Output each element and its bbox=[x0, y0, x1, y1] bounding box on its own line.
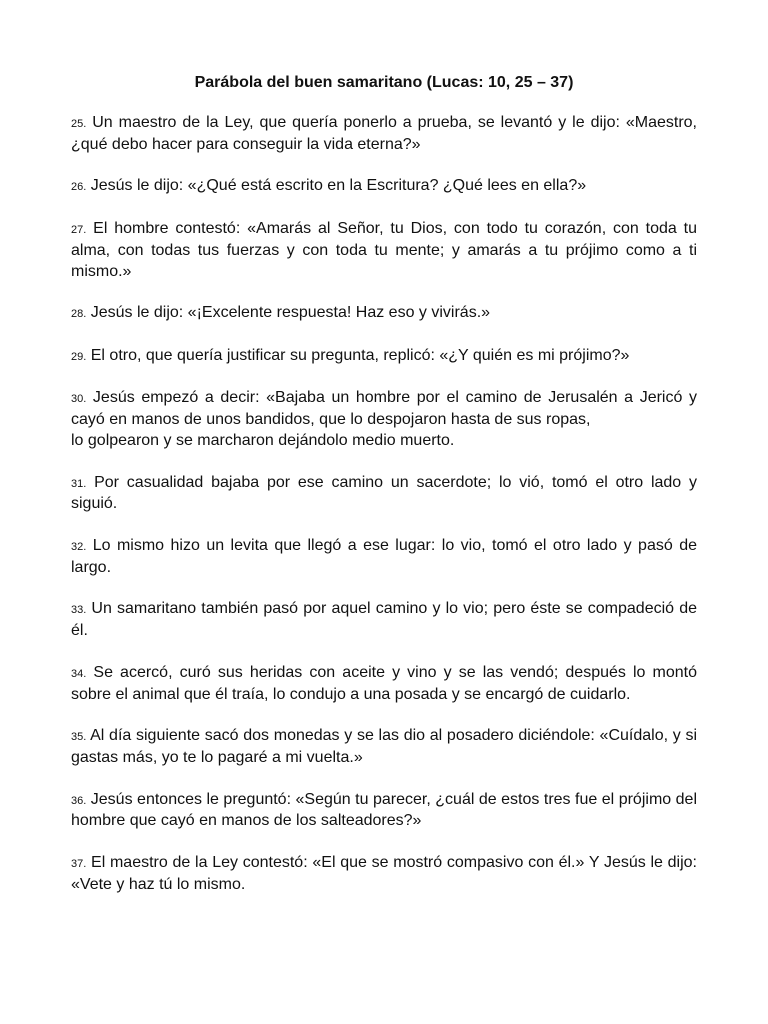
verse-text: Jesús entonces le preguntó: «Según tu parecer, ¿cuál de estos tres fue el prójimo del hombre que cayó en manos de los salteadores?» bbox=[71, 790, 697, 830]
verse-text: Un maestro de la Ley, que quería ponerlo a prueba, se levantó y le dijo: «Maestro, ¿qué debo hacer para conseguir la vida eterna?» bbox=[71, 114, 697, 153]
verse-28 bbox=[71, 303, 697, 325]
verse-number: 30. bbox=[71, 393, 87, 406]
verse-number: 35. bbox=[71, 731, 87, 744]
verse-text: Jesús le dijo: «¡Excelente respuesta! Haz eso y vivirás.» bbox=[86, 304, 491, 322]
verse-number: 27. bbox=[71, 223, 87, 236]
verse-number: 25. bbox=[71, 118, 87, 130]
verse-number: 29. bbox=[71, 350, 87, 363]
verse-29 bbox=[71, 346, 697, 368]
verse-number: 36. bbox=[71, 794, 87, 807]
verse-text: Se acercó, curó sus heridas con aceite y vino y se las vendó; después lo montó sobre el animal que él traía, lo condujo a una posada y se encargó de cuidarlo. bbox=[71, 663, 697, 703]
verse-35 bbox=[71, 726, 697, 769]
verse-number: 32. bbox=[71, 540, 87, 553]
verse-number: 33. bbox=[71, 604, 87, 617]
verse-36 bbox=[71, 790, 697, 833]
verse-text: Por casualidad bajaba por ese camino un sacerdote; lo vió, tomó el otro lado y siguió. bbox=[71, 473, 697, 513]
verse-text: El otro, que quería justificar su pregunta, replicó: «¿Y quién es mi prójimo?» bbox=[86, 346, 630, 364]
verse-number: 31. bbox=[71, 477, 87, 490]
verse-text: El hombre contestó: «Amarás al Señor, tu Dios, con todo tu corazón, con toda tu alma, con todas tus fuerzas y con toda tu mente; y amarás a tu prójimo como a ti mismo.» bbox=[71, 219, 697, 280]
verse-30 bbox=[71, 388, 697, 451]
document-title: Parábola del buen samaritano (Lucas: 10, 25 – 37) bbox=[194, 74, 574, 91]
verse-text: Al día siguiente sacó dos monedas y se las dio al posadero diciéndole: «Cuídalo, y si gastas más, yo te lo pagaré a mi vuelta.» bbox=[71, 727, 697, 766]
verse-number: 34. bbox=[71, 667, 87, 680]
verse-37 bbox=[71, 853, 697, 896]
verse-number: 26. bbox=[71, 181, 87, 194]
verse-31 bbox=[71, 473, 697, 516]
verse-text: Un samaritano también pasó por aquel camino y lo vio; pero éste se compadeció de él. bbox=[71, 600, 697, 640]
verse-text: El maestro de la Ley contestó: «El que se mostró compasivo con él.» Y Jesús le dijo: «Vete y haz tú lo mismo. bbox=[71, 853, 697, 893]
verse-number: 37. bbox=[71, 857, 87, 870]
verse-25 bbox=[71, 113, 697, 156]
verse-text-continuation: lo golpearon y se marcharon dejándolo medio muerto. bbox=[71, 431, 455, 449]
verse-27 bbox=[71, 219, 697, 282]
verse-number: 28. bbox=[71, 308, 87, 321]
verse-34 bbox=[71, 663, 697, 706]
verse-32 bbox=[71, 536, 697, 579]
verse-33 bbox=[71, 599, 697, 642]
verse-text: Lo mismo hizo un levita que llegó a ese lugar: lo vio, tomó el otro lado y pasó de largo. bbox=[71, 536, 697, 576]
verse-text: Jesús le dijo: «¿Qué está escrito en la Escritura? ¿Qué lees en ella?» bbox=[86, 177, 587, 195]
verse-text: Jesús empezó a decir: «Bajaba un hombre por el camino de Jerusalén a Jericó y cayó en manos de unos bandidos, que lo despojaron hasta de sus ropas, bbox=[71, 389, 697, 429]
verse-26 bbox=[71, 176, 697, 198]
document-page bbox=[71, 72, 697, 916]
